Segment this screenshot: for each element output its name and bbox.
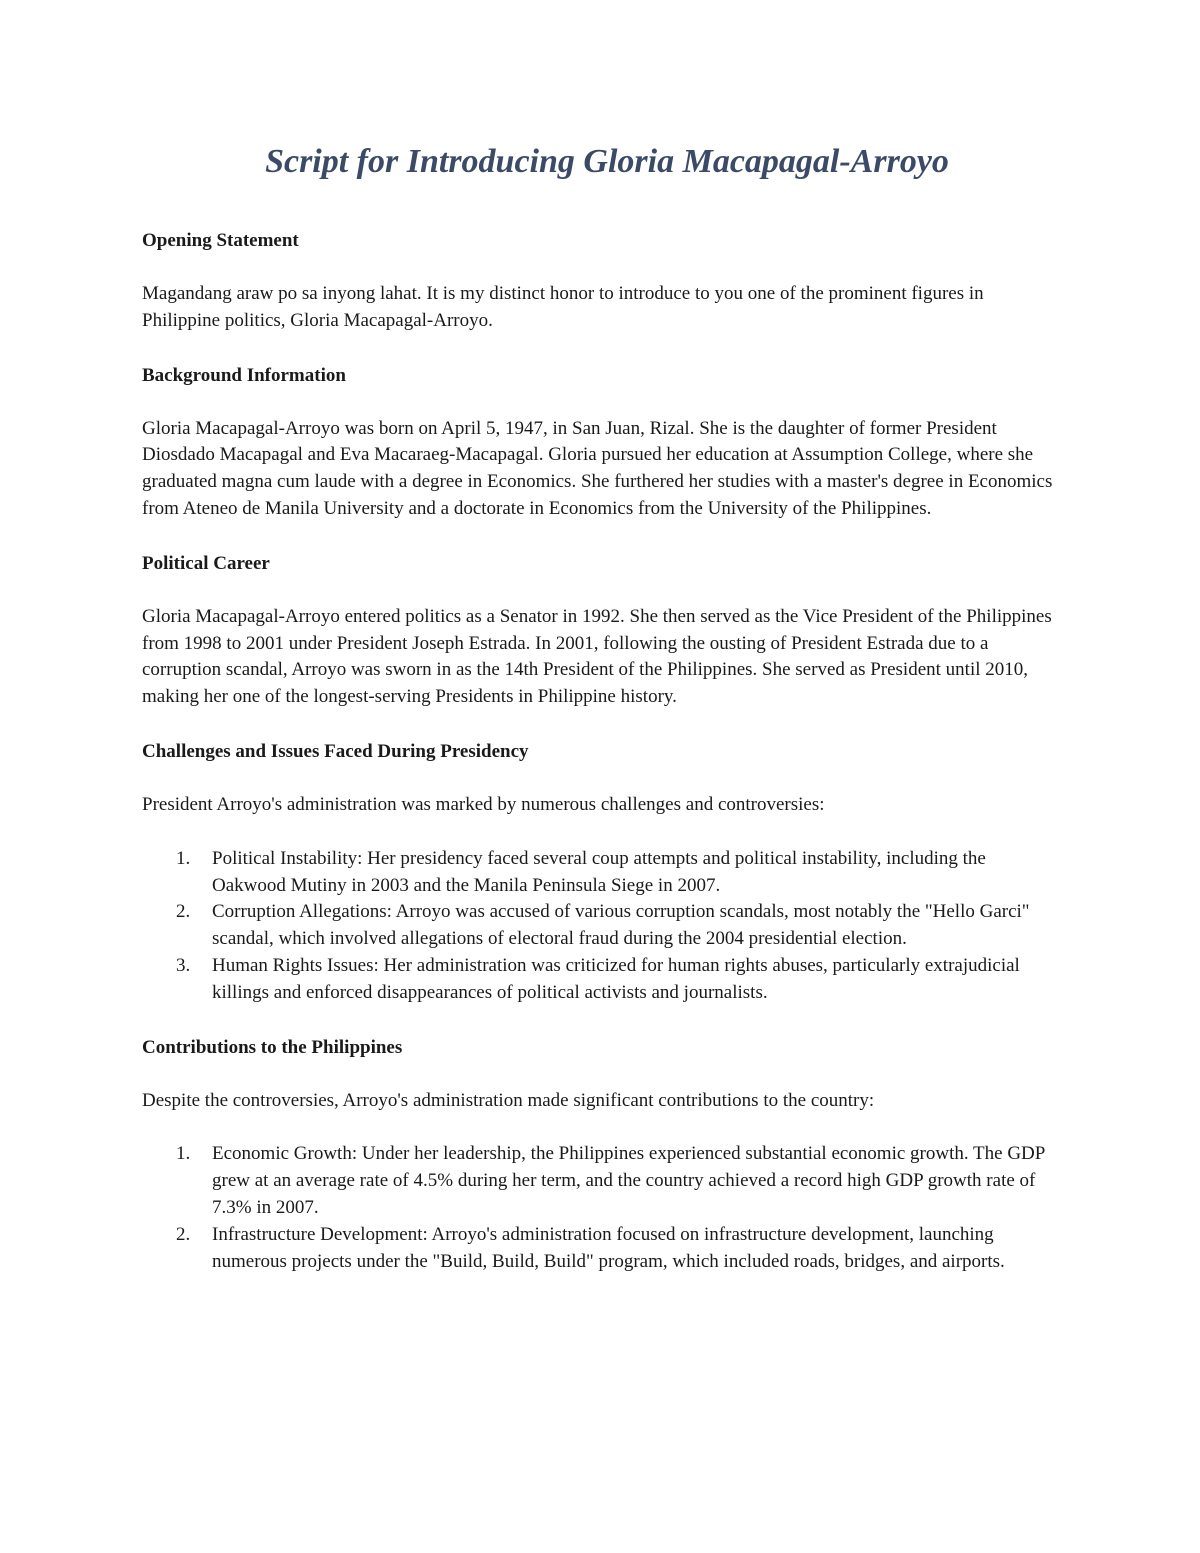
list-item-text: Economic Growth: Under her leadership, the Philippines experienced substantial economic growth. The GDP grew at an average rate of 4.5% during her term, and the country achieved a record high GDP growth rate of 7.3% in 2007. (212, 1143, 1045, 1218)
career-paragraph: Gloria Macapagal-Arroyo entered politics as a Senator in 1992. She then served as the Vice President of the Philippines from 1998 to 2001 under President Joseph Estrada. In 2001, following the ousting of President Estrada due to a corruption scandal, Arroyo was sworn in as the 14th President of the Philippines. She served as President until 2010, making her one of the longest-serving Presidents in Philippine history. (142, 605, 1052, 708)
list-item (142, 899, 1062, 953)
list-item (142, 1222, 1062, 1276)
list-item-text: Corruption Allegations: Arroyo was accused of various corruption scandals, most notably the "Hello Garci" scandal, which involved allegations of electoral fraud during the 2004 presidential election. (212, 901, 1030, 950)
section-heading-challenges: Challenges and Issues Faced During Presidency (142, 740, 529, 762)
challenges-intro: President Arroyo's administration was marked by numerous challenges and controversies: (142, 793, 825, 815)
background-paragraph: Gloria Macapagal-Arroyo was born on April 5, 1947, in San Juan, Rizal. She is the daughter of former President Diosdado Macapagal and Eva Macaraeg-Macapagal. Gloria pursued her education at Assumption College, where she graduated magna cum laude with a degree in Economics. She furthered her studies with a master's degree in Economics from Ateneo de Manila University and a doctorate in Economics from the University of the Philippines. (142, 417, 1053, 519)
section-heading-opening: Opening Statement (142, 230, 299, 251)
section-background (142, 362, 1062, 523)
list-item-number: 1. (176, 847, 191, 869)
list-item-number: 2. (176, 1223, 191, 1245)
contributions-list (142, 1141, 1062, 1275)
list-item-text: Political Instability: Her presidency faced several coup attempts and political instability, including the Oakwood Mutiny in 2003 and the Manila Peninsula Siege in 2007. (212, 847, 986, 896)
list-item (142, 1141, 1062, 1221)
list-item (142, 953, 1062, 1007)
section-heading-background: Background Information (142, 364, 346, 386)
document-title: Script for Introducing Gloria Macapagal-Arroyo (265, 143, 949, 180)
challenges-list (142, 846, 1062, 1007)
list-item-number: 3. (176, 954, 191, 976)
section-heading-contributions: Contributions to the Philippines (142, 1036, 403, 1058)
section-heading-career: Political Career (142, 552, 270, 574)
list-item (142, 846, 1062, 900)
list-item-number: 1. (176, 1143, 191, 1165)
section-career (142, 550, 1062, 711)
section-opening (142, 227, 1062, 335)
section-challenges (142, 738, 1062, 1007)
list-item-text: Human Rights Issues: Her administration was criticized for human rights abuses, particularly extrajudicial killings and enforced disappearances of political activists and journalists. (212, 954, 1020, 1003)
opening-paragraph: Magandang araw po sa inyong lahat. It is my distinct honor to introduce to you one of the prominent figures in Philippine politics, Gloria Macapagal-Arroyo. (142, 283, 984, 331)
list-item-number: 2. (176, 901, 191, 923)
document-body (142, 140, 1062, 1275)
contributions-intro: Despite the controversies, Arroyo's administration made significant contributions to the country: (142, 1089, 875, 1111)
list-item-text: Infrastructure Development: Arroyo's administration focused on infrastructure development, launching numerous projects under the "Build, Build, Build" program, which included roads, bridges, and airports. (212, 1223, 1005, 1272)
section-contributions (142, 1034, 1062, 1276)
